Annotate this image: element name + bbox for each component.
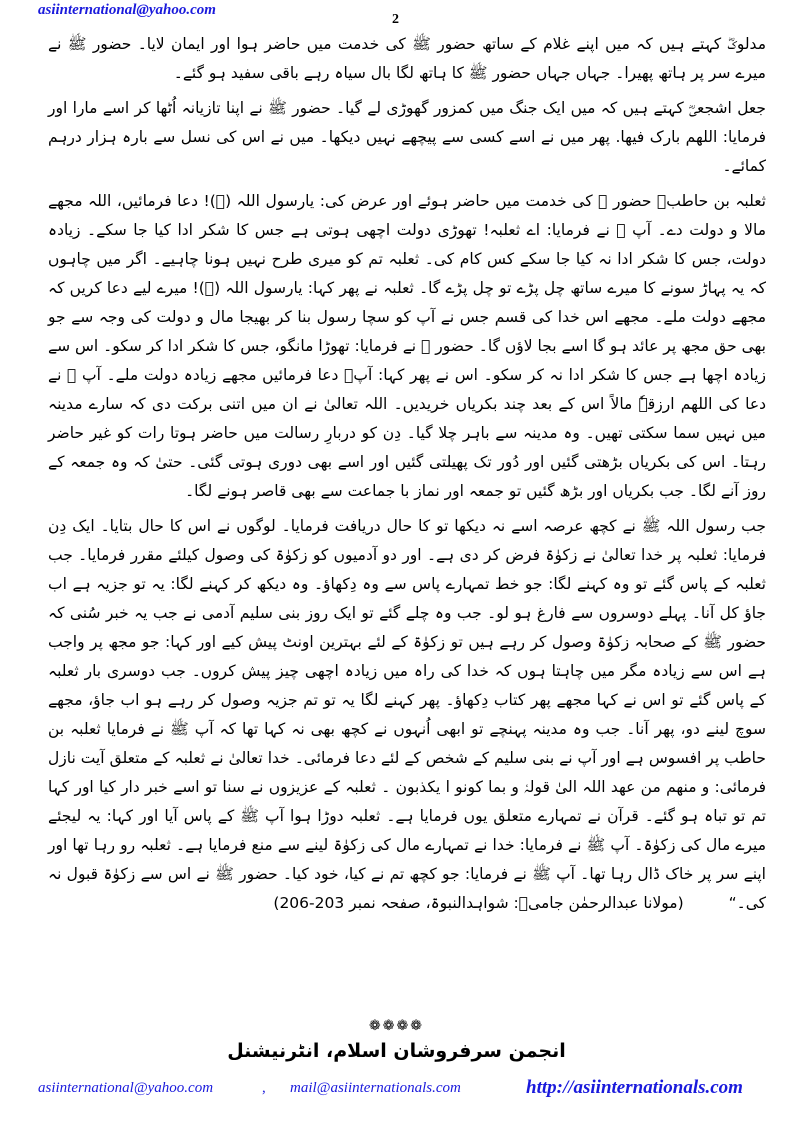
footer <box>0 1076 793 1106</box>
paragraph-zakat-text: جب رسول اللہ ﷺ نے کچھ عرصہ اسے نہ دیکھا تو کا حال دریافت فرمایا۔ لوگوں نے اس کا حال بتایا۔ ایک دِن فرمایا: ثعلبہ پر خدا تعالیٰ نے زکوٰۃ فرض کر دی ہے۔ اور دو آدمیوں کو زکوٰۃ کی وصول کیلئے مقرر فرمایا۔ جب ثعلبہ کے پاس گئے تو وہ کہنے لگا: جو خط تمہارے پاس سے وہ دِکھاؤ۔ وہ دیکھ کر کہنے لگا: یہ تو جزیہ ہے اب جاؤ کل آنا۔ پہلے دوسروں سے فارغ ہو لو۔ جب وہ چلے گئے تو ایک روز بنی سلیم آدمی نے جب یہ خبر سُنی کہ حضور ﷺ کے صحابہ زکوٰۃ وصول کر رہے ہیں تو زکوٰۃ کے لئے بہترین اونٹ پیش کیے اور کہا: جو مجھ پر واجب ہے اس سے زیادہ مگر میں چاہتا ہوں کہ خدا کی راہ میں زیادہ اچھی چیز پیش کروں۔ جب دوسری بار ثعلبہ کے پاس گئے تو اس نے کہا مجھے پھر کتاب دِکھاؤ۔ پھر کہنے لگا یہ تو تم جزیہ وصول کر رہے ہو اب جاؤ، مجھے سوچ لینے دو، پھر آنا۔ جب وہ مدینہ پہنچے تو ابھی اُنہوں نے کچھ بھی نہ کہا تھا کہ آپ ﷺ نے فرمایا ثعلبہ بن حاطب پر افسوس ہے اور آپ نے بنی سلیم کے شخص کے لئے دعا فرمائی۔ خدا تعالیٰ نے ثعلبہ کے متعلق آیت نازل فرمائی: و منھم من عھد اللہ الیٰ قولہٗ و بما کونو ا یکذبون ۔ ثعلبہ کے عزیزوں نے سنا تو اسے خبر دار کیا اور کہا تم تو تباہ ہو گئے۔ قرآن نے تمہارے متعلق یوں فرمایا ہے۔ ثعلبہ دوڑا ہوا آپ ﷺ کے پاس آیا اور کہا: یہ لیجئے میرے مال کی زکوٰۃ۔ آپ ﷺ نے فرمایا: خدا نے تمہارے مال کی زکوٰۃ لینے سے منع فرمایا ہے۔ ثعلبہ رو رہا تھا اور اپنے سر پر خاک ڈال رہا تھا۔ آپ ﷺ نے فرمایا: جو کچھ تم نے کیا، خود کیا۔ حضور ﷺ نے اس سے زکوٰۃ قبول نہ کی۔“ <box>48 517 766 912</box>
citation: (مولانا عبدالرحمٰن جامیؒ: شواہدالنبوۃ، صفحہ نمبر 203-206) <box>273 894 684 912</box>
page-number: 2 <box>392 12 399 27</box>
footer-website-link[interactable]: http://asiinternationals.com <box>526 1077 743 1098</box>
footer-email-primary-link[interactable]: asiinternational@yahoo.com <box>38 1080 214 1096</box>
header-email-link[interactable]: asiinternational@yahoo.com <box>38 2 216 18</box>
paragraph-jual-ashjai: جعل اشجعیؓ کہتے ہیں کہ میں ایک جنگ میں کمزور گھوڑی لے گیا۔ حضور ﷺ نے اپنا تازیانہ اُٹھا کر اسے مارا اور فرمایا: اللھم بارک فیھا. پھر میں نے اسے کسی سے پیچھے نہیں دیکھا۔ میں نے اس کی نسل سے بارہ ہزار درہم کمائے۔ <box>48 99 766 175</box>
paragraph-zakat <box>48 512 766 918</box>
document-body <box>48 30 766 924</box>
footer-email-secondary-link[interactable]: mail@asiinternationals.com <box>290 1080 461 1096</box>
paragraph-madlok: مدلوکؓ کہتے ہیں کہ میں اپنے غلام کے ساتھ حضور ﷺ کی خدمت میں حاضر ہوا اور ایمان لایا۔ حضور ﷺ نے میرے سر پر ہاتھ پھیرا۔ جہاں جہاں حضور ﷺ کا ہاتھ لگا بال سیاہ رہے باقی سفید ہو گئے۔ <box>48 35 766 82</box>
paragraph-thalaba: ثعلبہ بن حاطبؓ حضور ﷺ کی خدمت میں حاضر ہوئے اور عرض کی: یارسول اللہ (ﷺ)! دعا فرمائیں، اللہ مجھے مالا و دولت دے۔ آپ ﷺ نے فرمایا: اے ثعلبہ! تھوڑی دولت اچھی ہوتی ہے جس کا شکر ادا کیا جا سکے۔ زیادہ دولت، جس کا شکر ادا نہ کیا جا سکے کس کام کی۔ ثعلبہ تم کو میری طرح نہیں ہونا چاہیے۔ اگر میں چاہوں کہ یہ پہاڑ سونے کا میرے ساتھ چل پڑے تو چل پڑے گا۔ ثعلبہ نے پھر کہا: یارسول اللہ (ﷺ)! میرے لیے دعا کریں کہ مجھے دولت ملے۔ مجھے اس خدا کی قسم جس نے آپ کو سچا رسول بنا کر بھیجا مال و دولت کی وجہ سے جو بھی حق مجھ پر عائد ہو گا اسے بجا لاؤں گا۔ حضور ﷺ نے فرمایا: تھوڑا مانگو، جس کا شکر ادا کر سکو۔ اس سے زیادہ اچھا ہے جس کا شکر ادا نہ کر سکو۔ اس نے پھر کہا: آپؐ دعا فرمائیں مجھے زیادہ دولت ملے۔ آپ ﷺ نے دعا کی اللھم ارزقہٗ مالاً اس کے بعد چند بکریاں خریدیں۔ اللہ تعالیٰ نے ان میں اتنی برکت دی کہ سارے مدینہ میں نہیں سما سکتی تھیں۔ وہ مدینہ سے باہر چلا گیا۔ دِن کو دربارِ رسالت میں حاضر ہوتا رات کو غیر حاضر رہتا۔ اس کی بکریاں بڑھتی گئیں اور دُور تک پھیلتی گئیں اور اسے بھی دوری ہوتی گئی۔ حتیٰ کہ وہ جمعہ کے روز آنے لگا۔ جب بکریاں اور بڑھ گئیں تو جمعہ اور نماز با جماعت سے بھی قاصر ہونے لگا۔ <box>48 192 766 500</box>
organization-name: انجمن سرفروشان اسلام، انٹرنیشنل <box>227 1040 566 1062</box>
footer-separator: , <box>262 1080 266 1096</box>
ornament-divider: ❁❁❁❁ <box>369 1018 424 1034</box>
